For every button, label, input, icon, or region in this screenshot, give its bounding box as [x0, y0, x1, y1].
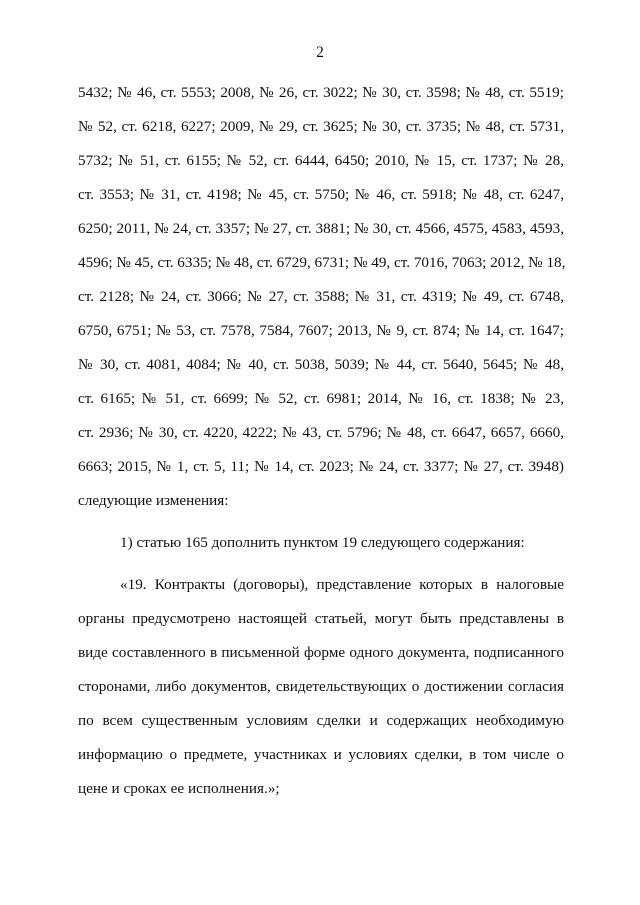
- text-line: 6750, 6751; № 53, ст. 7578, 7584, 7607; 2013, № 9, ст. 874; № 14, ст. 1647;: [78, 322, 564, 339]
- quote-line: сторонами, либо документов, свидетельствующих о достижении согласия: [78, 678, 564, 695]
- paragraph-gap: [78, 518, 564, 526]
- quote-line: по всем существенным условиям сделки и содержащих необходимую: [78, 712, 564, 729]
- text-line: 4596; № 45, ст. 6335; № 48, ст. 6729, 6731; № 49, ст. 7016, 7063; 2012, № 18,: [78, 254, 566, 271]
- quote-line: органы предусмотрено настоящей статьей, могут быть представлены в: [78, 610, 564, 627]
- text-line: ст. 2936; № 30, ст. 4220, 4222; № 43, ст. 5796; № 48, ст. 6647, 6657, 6660,: [78, 424, 564, 441]
- text-line: ст. 3553; № 31, ст. 4198; № 45, ст. 5750; № 46, ст. 5918; № 48, ст. 6247,: [78, 186, 564, 203]
- text-line: 6663; 2015, № 1, ст. 5, 11; № 14, ст. 2023; № 24, ст. 3377; № 27, ст. 3948): [78, 458, 564, 475]
- document-body: [78, 76, 564, 806]
- quote-line: информацию о предмете, участниках и условиях сделки, в том числе о: [78, 746, 564, 763]
- text-line: 5732; № 51, ст. 6155; № 52, ст. 6444, 6450; 2010, № 15, ст. 1737; № 28,: [78, 152, 564, 169]
- text-line: 5432; № 46, ст. 5553; 2008, № 26, ст. 3022; № 30, ст. 3598; № 48, ст. 5519;: [78, 84, 564, 101]
- text-line: следующие изменения:: [78, 492, 229, 509]
- text-line: № 52, ст. 6218, 6227; 2009, № 29, ст. 3625; № 30, ст. 3735; № 48, ст. 5731,: [78, 118, 564, 135]
- text-line: 6250; 2011, № 24, ст. 3357; № 27, ст. 3881; № 30, ст. 4566, 4575, 4583, 4593,: [78, 220, 564, 237]
- quote-line: цене и сроках ее исполнения.»;: [78, 780, 280, 797]
- text-line: ст. 6165; № 51, ст. 6699; № 52, ст. 6981; 2014, № 16, ст. 1838; № 23,: [78, 390, 564, 407]
- quote-line: «19. Контракты (договоры), представление которых в налоговые: [120, 576, 564, 593]
- quote-line: виде составленного в письменной форме одного документа, подписанного: [78, 644, 564, 661]
- text-line: ст. 2128; № 24, ст. 3066; № 27, ст. 3588; № 31, ст. 4319; № 49, ст. 6748,: [78, 288, 564, 305]
- page-number: 2: [316, 44, 324, 61]
- text-line: № 30, ст. 4081, 4084; № 40, ст. 5038, 5039; № 44, ст. 5640, 5645; № 48,: [78, 356, 564, 373]
- list-item-1: 1) статью 165 дополнить пунктом 19 следующего содержания:: [120, 534, 525, 551]
- paragraph-gap: [78, 560, 564, 568]
